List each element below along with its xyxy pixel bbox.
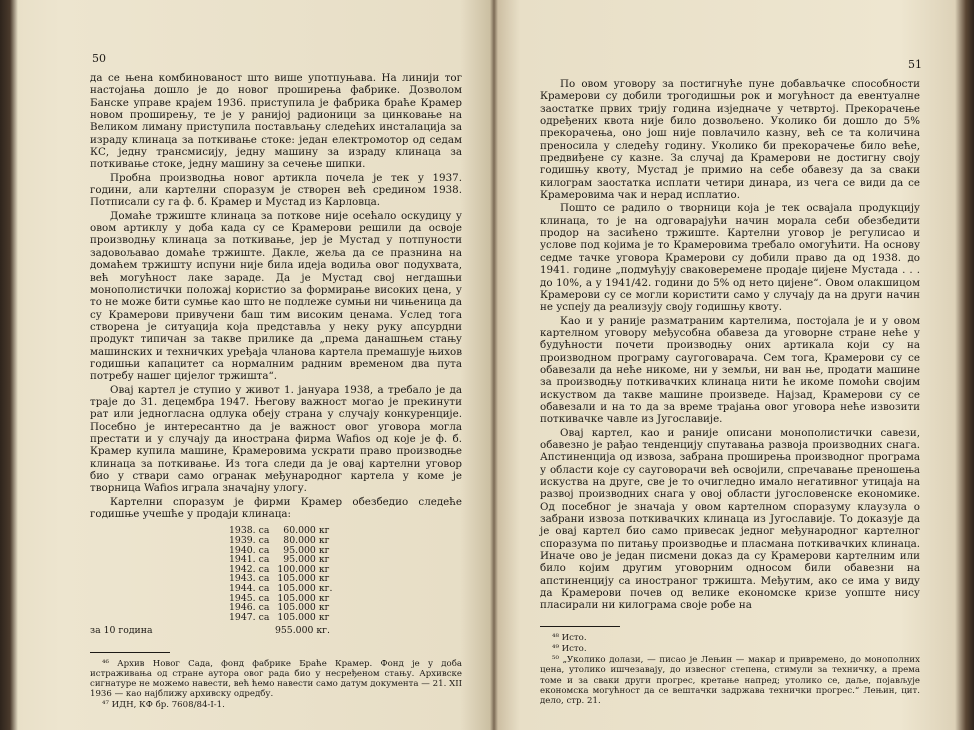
table-cell-value: 105.000 — [277, 592, 316, 604]
table-cell-year: 1941. — [229, 554, 256, 566]
table-cell-unit: кг — [318, 592, 330, 604]
table-cell-ca: ca — [258, 563, 270, 575]
paragraph: Овај картел је ступио у живот 1. јануара 1938, а требало је да траје до 31. децембра 1947. Његову важност могао је прекинути рат или једногласна одлука обеју страна у случају конкуренције. Посебно је интересантно да је важност овог уговора могла престати и у случају да иностранa фирма Wafios од које је ф. б. Крамер купила машине, Крамеровима ускрати право производње клинаца за поткивање. Из тога следи да је овај картелни уговор био у ствари само огранак међународног картела у коме је творница Wafios играла значајну улогу. — [90, 383, 462, 495]
table-cell-ca: ca — [258, 592, 270, 604]
footnotes — [540, 633, 920, 706]
table-cell-ca: ca — [258, 611, 270, 623]
table-cell-value: 105.000 — [277, 582, 316, 594]
table-cell-year: 1945. — [229, 592, 256, 604]
table-cell-year: 1947. — [229, 611, 256, 623]
footnote: ⁵⁰ „Уколико долази, — писао је Лењин — макар и привремено, до монополних цена, утолико ишчезавају, до извесног степена, стимули за техничку, а према томе и за сваки други прогрес, кретање напред; утолико се, даље, појављује економска могућност да се вештачки задржава технички прогрес.“ Лењин, цит. дело, стр. 21. — [540, 655, 920, 706]
table-cell-ca: ca — [258, 602, 270, 614]
footnote: ⁴⁷ ИДН, КФ бр. 7608/84-I-1. — [102, 700, 225, 711]
footnote: ⁴⁹ Исто. — [552, 643, 587, 654]
table-cell-unit: кг — [318, 544, 330, 556]
table-cell-value: 105.000 — [277, 611, 316, 623]
table-cell-ca: ca — [258, 525, 270, 537]
table-cell-value: 105.000 — [277, 573, 316, 585]
page-number: 51 — [908, 58, 922, 71]
footnote: ⁴⁸ Исто. — [552, 632, 587, 643]
footnote-divider — [540, 626, 620, 627]
total-label: за 10 година — [90, 625, 153, 637]
paragraph: Картелни споразум је фирми Крамер обезбедио следеће годишње учешће у продаји клинаца: — [90, 495, 462, 521]
paragraph: да се њена комбинованост што више употпуњава. На линији тог настојања дошло је до новог проширења фабрике. Дозволом Банске управе крајем 1936. приступила је фабрика браће Крамер новом проширењу, те је у ранијој радионици за цинковање на Великом лиману приступила постављању следећих инсталација за израду клинаца за поткивање стоке: један електромотор од седам КС, једну трансмисију, једну машину за израду клинаца за поткивање стоке, једну машину за сечење шипки. — [90, 72, 462, 171]
table-cell-year: 1939. — [229, 534, 256, 546]
table-cell-unit: кг — [318, 534, 330, 546]
left-page — [20, 0, 492, 730]
table-cell-unit: кг — [318, 602, 330, 614]
table-total — [90, 625, 330, 637]
table-cell-ca: ca — [258, 544, 270, 556]
paragraph: Овај картел, као и раније описани монополистички савези, обавезно је рађао тенденцију спутавања развоја производних снага. Апстиненција од извоза, забрана проширења производног програма у области које су сауговорачи већ освојили, спречавање преношења искуства на друге, све је то очигледно имало негативног утицаја на развој производних снага у овој области југословенске економике. Од посебног је значаја у овом картелном споразуму клаузула о забрани извоза поткивачких клинаца из Југославије. То доказује да је овај картел био само привесак једног међународног картелног споразума по питању производње и пласмана поткивачких клинаца. Иначе ово је један писмени доказ да су Крамерови картелним или било којим другим уговорним односом били обавезни на апстиненцију са иностраног тржишта. Међутим, ако се има у виду да Крамерови почев од велике економске кризе уопште нису пласирали ни килограма своје робе на — [540, 426, 920, 612]
table-cell-value: 105.000 — [277, 602, 316, 614]
table-cell-value: 80.000 — [283, 534, 316, 546]
table-cell-unit: кг — [318, 611, 330, 623]
table-cell-value: 100.000 — [277, 563, 316, 575]
page-number: 50 — [92, 52, 106, 65]
paragraph: Као и у раније разматраним картелима, постојала је и у овом картелном уговору међусобна обавеза да уговорне стране неће у будућности почети производњу оних артикала који су на производном програму саугоговарача. Сем тога, Крамерови су се обавезали да неће никоме, ни у земљи, ни ван ње, продати машине за производњу поткивачких клинаца нити ће икоме помоћи својим искуством да такве машине произведе. Најзад, Крамерови су се обавезали и на то да за време трајања овог уговора неће извозити поткивачке чавле из Југославије. — [540, 314, 920, 426]
quota-table — [226, 526, 332, 622]
table-cell-ca: ca — [258, 554, 270, 566]
table-row — [226, 613, 332, 623]
footnote-divider — [90, 652, 170, 653]
table-cell-unit: кг — [318, 554, 330, 566]
table-cell-unit: кг. — [318, 582, 333, 594]
table-cell-value: 60.000 — [283, 525, 316, 537]
right-page — [498, 0, 958, 730]
footnotes — [90, 659, 462, 711]
page-body — [90, 72, 462, 712]
total-value: 955.000 кг. — [274, 625, 330, 637]
table-cell-ca: ca — [258, 573, 270, 585]
table-cell-year: 1944. — [229, 582, 256, 594]
footnote: ⁴⁶ Архив Новог Сада, фонд фабрике Браће Крамер. Фонд је у доба истраживања од стране аутора овог рада био у несређеном стању. Архивске сигнатуре не можемо навести, већ ћемо навести само датум документа — 21. XII 1936 — као најближу архивску одредбу. — [90, 658, 462, 700]
table-cell-ca: ca — [258, 582, 270, 594]
paragraph: По овом уговору за постигнуће пуне добављачке способности Крамерови су добили трогодишњи рок и могућност да евентуалне заостатке првих трију година изједначе у четвртој. Прекорачење одређених квота није било дозвољено. Уколико би дошло до 5% прекорачења, оно још није повлачило казну, већ се та количина преносила у следећу годину. Уколико би прекорачење било веће, предвиђене су казне. За случај да Крамерови не достигну своју годишњу квоту, Мустад је примио на себе обавезу да за сваки килограм заостатка исплати четири динара, из чега се види да се Крамеровима чак и нерад исплатио. — [540, 78, 920, 202]
page-body — [540, 78, 920, 707]
table-cell-year: 1946. — [229, 602, 256, 614]
table-cell-unit: кг — [318, 525, 330, 537]
table-cell-unit: кг — [318, 563, 330, 575]
table-cell-value: 95.000 — [283, 554, 316, 566]
paragraph: Пробна производња новог артикла почела је тек у 1937. години, али картелни споразум је створен већ средином 1938. Потписали су га ф. б. Крамер и Мустад из Карловца. — [90, 171, 462, 209]
paragraph: Домаће тржиште клинаца за потковe није осећало оскудицу у овом артиклу у доба када су се Крамерови решили да освоје производњу клинаца за поткивање, јер је Мустад у потпуности задовољавао домаће тржиште. Дакле, жеља да се празнина на домаћем тржишту испуни није била идеја водиља овог подухвата, већ могућност лаке зараде. Да је Мустад свој негдашњи монополистички положај користио за формирање високих цена, у то не може бити сумње као што не подлеже сумњи ни чињеница да су Крамерови привучени баш тим високим ценама. Услед тога створена је ситуација која представља у неку руку апсурдни продукт типичан за такве прилике да „према данашњем стању машинских и техничких уређаја чланова картела премашује њихов годишњи капацитет са нормалним радним временом два пута потребу нашег цијелог тржишта“. — [90, 209, 462, 383]
table-cell-unit: кг — [318, 573, 330, 585]
table-cell-ca: ca — [258, 534, 270, 546]
table-cell-year: 1938. — [229, 525, 256, 537]
table-cell-year: 1942. — [229, 563, 256, 575]
table-cell-year: 1943. — [229, 573, 256, 585]
paragraph: Пошто се радило о творници која је тек освајала продукцију клинаца, то је на одговарајући начин морала себи обезбедити продор на засићено тржиште. Картелни уговор је регулисао и услове под којима је то Крамеровима требало омогућити. На основу седме тачке уговора Крамерови су добили право да од 1938. до 1941. године „подмућују сваковеремене продаје цијене Мустада . . . до 10%, а у 1941/42. години до 5% од нето цијене“. Овом олакшицом Крамерови су се могли користити само у случају да на други начин не успеју да реализују своју годишњу квоту. — [540, 202, 920, 314]
table-cell-year: 1940. — [229, 544, 256, 556]
table-cell-value: 95.000 — [283, 544, 316, 556]
